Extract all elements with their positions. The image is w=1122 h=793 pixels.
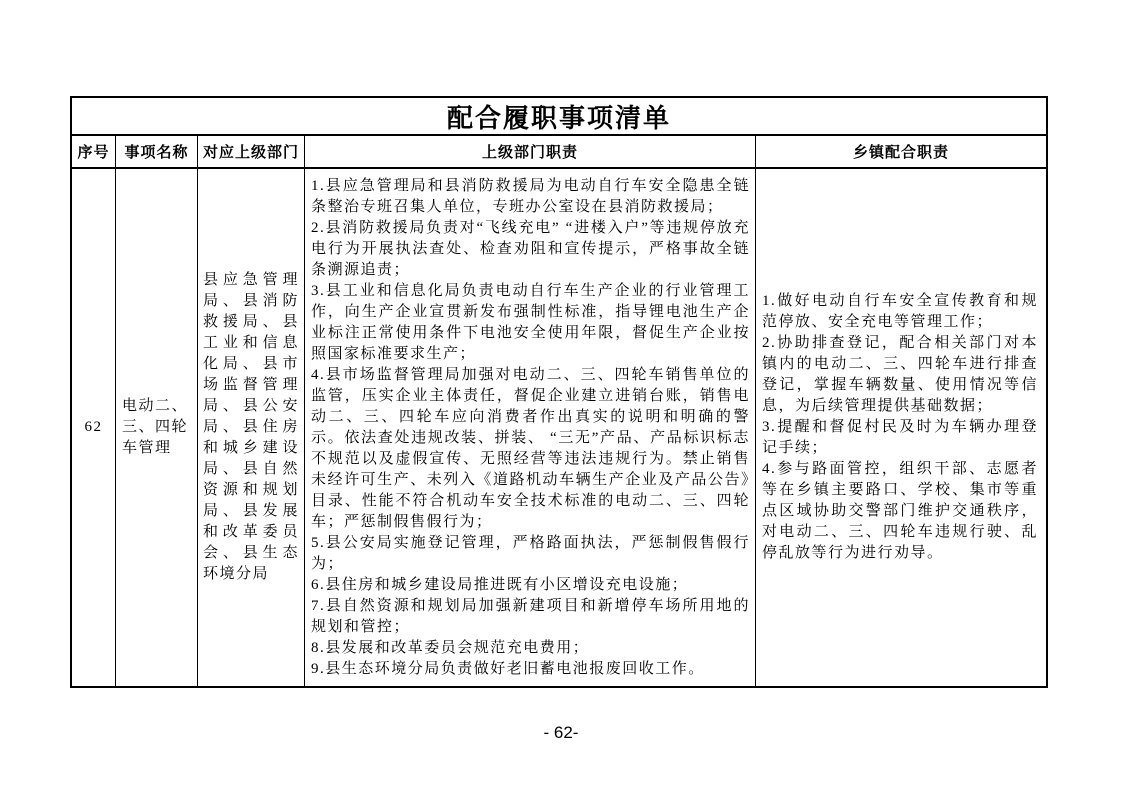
township-duty-item: 2.协助排查登记，配合相关部门对本镇内的电动二、三、四轮车进行排查登记，掌握车辆数量、使用情况等信息，为后续管理提供基础数据； [762,335,1038,414]
superior-duty-item: 3.县工业和信息化局负责电动自行车生产企业的行业管理工作，向生产企业宣贯新发布强制性标准，指导锂电池生产企业标注正常使用条件下电池安全使用年限，督促生产企业按照国家标准要求生产； [311,283,750,362]
township-duty-item: 1.做好电动自行车安全宣传教育和规范停放、安全充电等管理工作； [762,293,1038,330]
cell-superior-duties [304,169,755,686]
superior-departments-text: 县应急管理局、县消防救援局、县工业和信息化局、县市场监督管理局、县公安局、县住房和城乡建设局、县自然资源和规划局、县发展和改革委员会、县生态环境分局 [203,272,299,582]
table-title: 配合履职事项清单 [72,98,1046,136]
township-duty-item: 4.参与路面管控，组织干部、志愿者等在乡镇主要路口、学校、集市等重点区域协助交警部门维护交通秩序，对电动二、三、四轮车违规行驶、乱停乱放等行为进行劝导。 [762,461,1038,561]
header-superior-duty: 上级部门职责 [304,136,755,167]
cell-township-duties [755,169,1046,686]
superior-duty-item: 5.县公安局实施登记管理，严格路面执法，严惩制假售假行为； [311,535,750,572]
superior-duty-item: 9.县生态环境分局负责做好老旧蓄电池报废回收工作。 [311,661,705,677]
superior-duty-item: 4.县市场监督管理局加强对电动二、三、四轮车销售单位的监管，压实企业主体责任，督促企业建立进销台账，销售电动二、三、四轮车应向消费者作出真实的说明和明确的警示。依法查处违规改装、拼装、 “三无”产品、产品标识标志不规范以及虚假宣传、无照经营等违法违规行为。禁止销售未经许可生产、未列入《道路机动车辆生产企业及产品公告》目录、性能不符合机动车安全技术标准的电动二、三、四轮车；严惩制假售假行为； [311,367,750,530]
superior-duty-item: 1.县应急管理局和县消防救援局为电动自行车安全隐患全链条整治专班召集人单位，专班办公室设在县消防救援局； [311,178,750,215]
table-row [72,169,1046,686]
cell-item-name [115,169,197,686]
superior-duty-item: 2.县消防救援局负责对“飞线充电” “进楼入户”等违规停放充电行为开展执法查处、检查劝阻和宣传提示，严格事故全链条溯源追责； [311,220,750,278]
superior-duty-item: 8.县发展和改革委员会规范充电费用； [311,640,590,656]
header-superior-department: 对应上级部门 [197,136,304,167]
cell-superior-departments [197,169,304,686]
header-serial: 序号 [77,144,110,161]
cell-serial-number: 62 [84,419,103,435]
header-township-duty: 乡镇配合职责 [755,136,1046,167]
superior-duty-item: 7.县自然资源和规划局加强新建项目和新增停车场所用地的规划和管控； [311,598,750,635]
table-header-row [72,136,1046,169]
township-duty-item: 3.提醒和督促村民及时为车辆办理登记手续； [762,419,1038,456]
superior-duty-item: 6.县住房和城乡建设局推进既有小区增设充电设施； [311,577,689,593]
cooperation-duty-table [70,96,1048,688]
header-item-name: 事项名称 [115,136,197,167]
item-name-text: 电动二、三、四轮车管理 [122,398,189,456]
page-number: - 62- [543,723,579,742]
